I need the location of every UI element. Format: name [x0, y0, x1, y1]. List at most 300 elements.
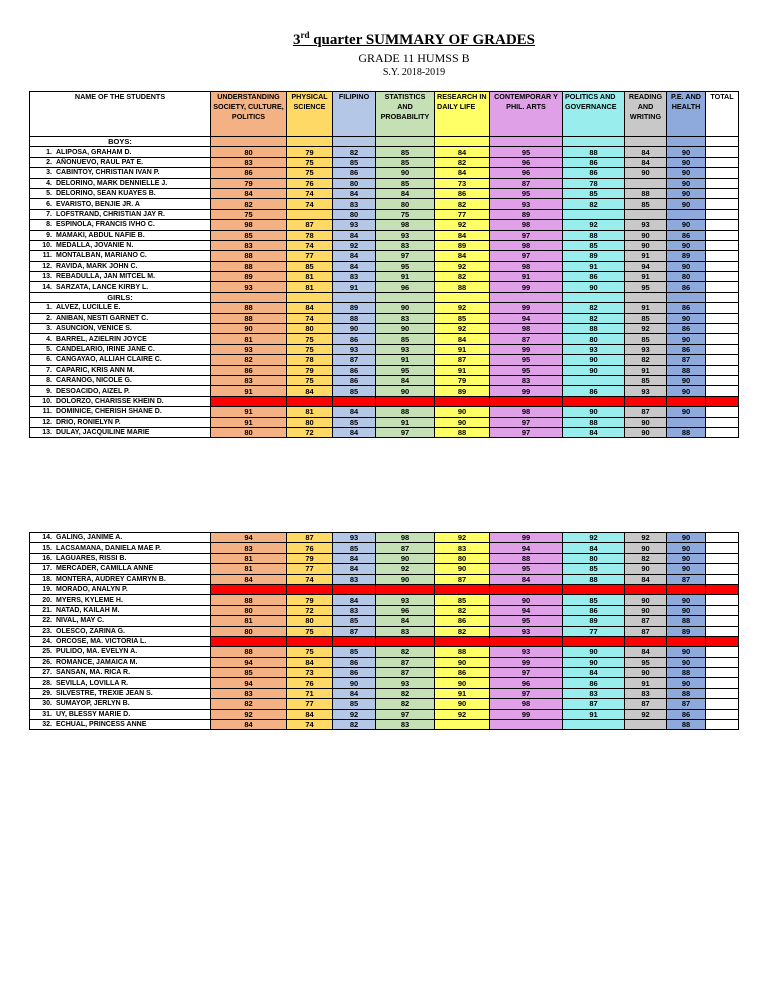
- student-row: [30, 282, 739, 292]
- student-row: [30, 427, 739, 437]
- student-name: CANGAYAO, ALLIAH CLAIRE C.: [56, 356, 162, 364]
- grade-cell: [706, 168, 739, 178]
- student-name: LOFSTRAND, CHRISTIAN JAY R.: [56, 210, 165, 218]
- report-title: [0, 30, 768, 49]
- grade-cell: 90: [667, 188, 706, 198]
- student-name: NIVAL, MAY C.: [56, 617, 105, 625]
- grade-cell: 82: [625, 553, 667, 563]
- grade-cell: 75: [287, 647, 333, 657]
- grade-cell: 87: [490, 178, 563, 188]
- section-row: [30, 292, 739, 302]
- student-name: NATAD, KAILAH M.: [56, 606, 120, 614]
- student-name-cell: [30, 334, 211, 344]
- student-number: 15.: [42, 544, 52, 552]
- grade-cell: 84: [287, 709, 333, 719]
- student-name-cell: [30, 157, 211, 167]
- student-number: 19.: [42, 586, 52, 594]
- grade-cell: 82: [211, 355, 287, 365]
- student-row: [30, 220, 739, 230]
- grade-cell: 78: [287, 355, 333, 365]
- grade-cell: 83: [211, 375, 287, 385]
- student-number: 7.: [46, 366, 52, 374]
- grade-cell: 87: [333, 355, 376, 365]
- grade-cell: 74: [287, 188, 333, 198]
- grade-cell: [706, 292, 739, 302]
- grade-cell: [706, 188, 739, 198]
- student-name-cell: [30, 678, 211, 688]
- grades-table-bottom: [29, 532, 739, 730]
- subject-header: STATISTICS AND PROBABILITY: [376, 92, 435, 137]
- grade-cell: 87: [435, 355, 490, 365]
- student-row: [30, 230, 739, 240]
- grade-cell: 82: [435, 199, 490, 209]
- grade-cell: 88: [435, 647, 490, 657]
- grade-cell: 81: [211, 616, 287, 626]
- student-name: DRIO, RONIELYN P.: [56, 418, 121, 426]
- grade-cell: [287, 396, 333, 406]
- grades-table-top: [29, 91, 739, 438]
- grade-cell: 90: [563, 407, 625, 417]
- grade-cell: 82: [333, 147, 376, 157]
- grade-cell: 73: [287, 668, 333, 678]
- grade-cell: [706, 303, 739, 313]
- student-row: [30, 396, 739, 406]
- grade-cell: 90: [625, 240, 667, 250]
- grade-cell: 91: [625, 303, 667, 313]
- student-row: [30, 417, 739, 427]
- grade-cell: 85: [333, 386, 376, 396]
- grade-cell: 86: [435, 668, 490, 678]
- student-name: LACSAMANA, DANIELA MAE P.: [56, 544, 162, 552]
- grade-cell: 87: [376, 543, 435, 553]
- grade-cell: 90: [625, 543, 667, 553]
- student-name-cell: [30, 543, 211, 553]
- grade-cell: 80: [563, 334, 625, 344]
- grade-cell: 83: [211, 157, 287, 167]
- student-name-cell: [30, 230, 211, 240]
- student-name-cell: [30, 533, 211, 543]
- grade-cell: 78: [287, 230, 333, 240]
- grade-cell: 84: [625, 147, 667, 157]
- grade-cell: [706, 178, 739, 188]
- grade-cell: 91: [376, 272, 435, 282]
- grade-cell: 90: [376, 303, 435, 313]
- grade-cell: [376, 137, 435, 147]
- grade-cell: 85: [625, 375, 667, 385]
- grade-cell: 88: [667, 365, 706, 375]
- grade-cell: 95: [490, 188, 563, 198]
- grade-cell: [490, 584, 563, 594]
- grade-cell: [333, 292, 376, 302]
- student-name-cell: [30, 720, 211, 730]
- grade-cell: 85: [563, 564, 625, 574]
- grade-cell: 90: [563, 647, 625, 657]
- student-name: SUMAYOP, JERLYN B.: [56, 700, 130, 708]
- grade-cell: 87: [625, 699, 667, 709]
- grade-cell: 75: [287, 168, 333, 178]
- grade-cell: 88: [435, 282, 490, 292]
- student-number: 11.: [42, 252, 52, 260]
- grade-cell: 93: [490, 626, 563, 636]
- grade-cell: 90: [625, 668, 667, 678]
- student-name: ECHUAL, PRINCESS ANNE: [56, 721, 147, 729]
- grade-cell: 85: [625, 313, 667, 323]
- grade-cell: 99: [490, 709, 563, 719]
- grade-cell: [667, 396, 706, 406]
- grade-cell: 95: [490, 616, 563, 626]
- grade-cell: 80: [376, 199, 435, 209]
- grade-cell: 83: [333, 272, 376, 282]
- student-name: DESOACIDO, AIZEL P.: [56, 387, 130, 395]
- grade-cell: [706, 147, 739, 157]
- student-row: [30, 272, 739, 282]
- student-number: 9.: [46, 231, 52, 239]
- grade-cell: 90: [563, 365, 625, 375]
- grade-cell: 85: [563, 240, 625, 250]
- grade-cell: 92: [435, 709, 490, 719]
- student-number: 17.: [42, 565, 52, 573]
- grade-cell: 90: [667, 564, 706, 574]
- grade-cell: 72: [287, 605, 333, 615]
- grade-cell: 90: [435, 417, 490, 427]
- grade-cell: 90: [333, 324, 376, 334]
- grade-cell: [706, 261, 739, 271]
- grade-cell: [706, 199, 739, 209]
- grade-cell: 91: [376, 417, 435, 427]
- student-number: 4.: [46, 335, 52, 343]
- student-row: [30, 543, 739, 553]
- student-row: [30, 209, 739, 219]
- grade-cell: [706, 407, 739, 417]
- student-name-cell: [30, 282, 211, 292]
- grade-cell: 97: [490, 417, 563, 427]
- grade-cell: [563, 720, 625, 730]
- student-name-cell: [30, 616, 211, 626]
- grade-cell: 90: [376, 324, 435, 334]
- grade-cell: 86: [333, 168, 376, 178]
- subject-header: RESEARCH IN DAILY LIFE: [435, 92, 490, 137]
- student-number: 2.: [46, 314, 52, 322]
- student-name: ROMANCE, JAMAICA M.: [56, 658, 138, 666]
- grade-cell: 86: [435, 188, 490, 198]
- grade-cell: 93: [376, 595, 435, 605]
- grade-cell: 90: [435, 678, 490, 688]
- student-number: 14.: [42, 534, 52, 542]
- grade-cell: [435, 720, 490, 730]
- grade-cell: [706, 417, 739, 427]
- grade-cell: [706, 324, 739, 334]
- grade-cell: 86: [563, 157, 625, 167]
- grade-cell: 87: [490, 334, 563, 344]
- student-name: RAVIDA, MARK JOHN C.: [56, 262, 138, 270]
- student-row: [30, 709, 739, 719]
- student-name-cell: [30, 178, 211, 188]
- grade-cell: [376, 636, 435, 646]
- student-name-cell: [30, 240, 211, 250]
- grade-cell: 87: [376, 657, 435, 667]
- student-row: [30, 365, 739, 375]
- grade-cell: 93: [376, 678, 435, 688]
- grade-cell: [667, 209, 706, 219]
- student-number: 31.: [42, 710, 52, 718]
- grade-cell: [625, 137, 667, 147]
- grade-cell: [706, 334, 739, 344]
- grade-cell: 94: [211, 678, 287, 688]
- grade-cell: 97: [376, 427, 435, 437]
- grade-cell: 88: [211, 313, 287, 323]
- grade-cell: 94: [625, 261, 667, 271]
- student-number: 11.: [42, 408, 52, 416]
- grade-cell: [706, 230, 739, 240]
- student-name: MONTALBAN, MARIANO C.: [56, 252, 147, 260]
- grade-cell: [706, 427, 739, 437]
- student-name-cell: [30, 199, 211, 209]
- grade-cell: 86: [333, 365, 376, 375]
- grade-cell: [625, 396, 667, 406]
- grade-cell: [563, 584, 625, 594]
- grade-cell: 98: [490, 407, 563, 417]
- grade-cell: 83: [376, 720, 435, 730]
- student-name-cell: [30, 626, 211, 636]
- grade-cell: 90: [563, 355, 625, 365]
- student-number: 5.: [46, 346, 52, 353]
- student-name: SANSAN, MA. RICA R.: [56, 669, 131, 677]
- student-row: [30, 303, 739, 313]
- grade-cell: [706, 595, 739, 605]
- grade-cell: 71: [287, 688, 333, 698]
- grade-cell: 90: [435, 564, 490, 574]
- student-number: 10.: [42, 242, 52, 250]
- grade-cell: 84: [333, 553, 376, 563]
- grade-cell: 86: [563, 605, 625, 615]
- grade-cell: [490, 137, 563, 147]
- grade-cell: 84: [211, 188, 287, 198]
- title-ordinal-suffix: rd: [300, 30, 310, 40]
- student-row: [30, 375, 739, 385]
- grade-cell: 77: [287, 564, 333, 574]
- grade-cell: [667, 636, 706, 646]
- student-name-cell: [30, 365, 211, 375]
- section-row: [30, 137, 739, 147]
- grade-cell: 85: [376, 157, 435, 167]
- student-row: [30, 261, 739, 271]
- grade-cell: 86: [333, 375, 376, 385]
- student-row: [30, 699, 739, 709]
- grade-cell: 86: [563, 272, 625, 282]
- subject-header: FILIPINO: [333, 92, 376, 137]
- student-number: 27.: [42, 669, 52, 677]
- grade-cell: [435, 292, 490, 302]
- student-name: SARZATA, LANCE KIRBY L.: [56, 283, 149, 291]
- grade-cell: 84: [333, 261, 376, 271]
- grade-cell: 95: [625, 282, 667, 292]
- student-number: 4.: [46, 179, 52, 187]
- student-number: 10.: [42, 397, 52, 405]
- grade-cell: 94: [490, 543, 563, 553]
- grade-cell: 86: [563, 386, 625, 396]
- grade-cell: 87: [287, 533, 333, 543]
- grade-cell: 91: [490, 272, 563, 282]
- grade-cell: [376, 584, 435, 594]
- grade-cell: 85: [333, 616, 376, 626]
- grade-cell: 89: [333, 303, 376, 313]
- grade-cell: 90: [333, 678, 376, 688]
- grade-cell: 92: [435, 324, 490, 334]
- grade-cell: 90: [376, 553, 435, 563]
- grade-cell: 83: [376, 240, 435, 250]
- grade-cell: [287, 292, 333, 302]
- grade-cell: [563, 375, 625, 385]
- grade-cell: 88: [211, 595, 287, 605]
- grade-cell: 91: [625, 251, 667, 261]
- grade-cell: [625, 636, 667, 646]
- grade-cell: 84: [563, 543, 625, 553]
- grade-cell: 98: [490, 324, 563, 334]
- student-row: [30, 313, 739, 323]
- student-number: 22.: [42, 617, 52, 625]
- grade-cell: 83: [435, 543, 490, 553]
- grade-cell: 99: [490, 386, 563, 396]
- grade-cell: 93: [376, 344, 435, 354]
- grade-cell: 88: [563, 230, 625, 240]
- grade-cell: 86: [667, 709, 706, 719]
- grade-cell: 92: [376, 564, 435, 574]
- grade-cell: 84: [211, 720, 287, 730]
- grade-cell: [706, 344, 739, 354]
- grade-cell: [706, 636, 739, 646]
- grade-cell: 85: [563, 188, 625, 198]
- grade-cell: [435, 584, 490, 594]
- grade-cell: 90: [667, 157, 706, 167]
- grade-cell: 84: [563, 668, 625, 678]
- grade-cell: 97: [376, 709, 435, 719]
- grade-cell: 78: [563, 178, 625, 188]
- student-row: [30, 647, 739, 657]
- grade-cell: [706, 605, 739, 615]
- student-row: [30, 240, 739, 250]
- student-row: [30, 355, 739, 365]
- grade-cell: 84: [333, 595, 376, 605]
- grade-cell: 85: [435, 313, 490, 323]
- grade-cell: [667, 292, 706, 302]
- grade-cell: 82: [376, 699, 435, 709]
- student-number: 29.: [42, 690, 52, 698]
- grade-cell: 83: [211, 543, 287, 553]
- student-row: [30, 626, 739, 636]
- grade-cell: 97: [490, 230, 563, 240]
- grade-cell: [287, 137, 333, 147]
- grade-cell: 95: [376, 261, 435, 271]
- grade-cell: 88: [435, 427, 490, 437]
- grade-cell: 89: [563, 616, 625, 626]
- grade-cell: 86: [211, 365, 287, 375]
- grade-cell: [490, 292, 563, 302]
- grade-cell: 86: [333, 668, 376, 678]
- grade-cell: 79: [287, 147, 333, 157]
- title-text: quarter SUMMARY OF GRADES: [309, 32, 536, 48]
- grade-cell: 80: [333, 178, 376, 188]
- grade-cell: 96: [376, 282, 435, 292]
- student-number: 2.: [46, 158, 52, 166]
- grade-cell: 84: [211, 574, 287, 584]
- student-name: UY, BLESSY MARIE D.: [56, 710, 131, 718]
- student-row: [30, 334, 739, 344]
- student-name-cell: [30, 636, 211, 646]
- grade-cell: 74: [287, 313, 333, 323]
- grade-cell: 90: [667, 168, 706, 178]
- grade-cell: [706, 282, 739, 292]
- subject-header: READING AND WRITING: [625, 92, 667, 137]
- student-row: [30, 657, 739, 667]
- grade-cell: 84: [490, 574, 563, 584]
- grade-cell: [706, 355, 739, 365]
- grade-cell: 97: [490, 251, 563, 261]
- student-name-cell: [30, 417, 211, 427]
- grade-cell: 92: [435, 261, 490, 271]
- grade-cell: 84: [435, 334, 490, 344]
- grade-cell: [435, 137, 490, 147]
- grade-cell: 90: [667, 407, 706, 417]
- grade-cell: 82: [333, 720, 376, 730]
- student-name: EVARISTO, BENJIE JR. A: [56, 200, 140, 208]
- grade-cell: 96: [490, 157, 563, 167]
- grade-cell: 86: [667, 324, 706, 334]
- grade-cell: 84: [625, 157, 667, 167]
- grade-cell: 96: [376, 605, 435, 615]
- grade-cell: 91: [625, 678, 667, 688]
- grade-cell: 87: [667, 574, 706, 584]
- grade-cell: 86: [563, 678, 625, 688]
- grade-cell: 88: [376, 407, 435, 417]
- grade-cell: [706, 240, 739, 250]
- grade-cell: [211, 137, 287, 147]
- grade-cell: 88: [211, 647, 287, 657]
- grade-cell: 94: [211, 533, 287, 543]
- grade-cell: [706, 688, 739, 698]
- grade-cell: 90: [667, 647, 706, 657]
- grade-cell: 88: [667, 720, 706, 730]
- grade-cell: 80: [435, 553, 490, 563]
- grade-cell: 83: [333, 574, 376, 584]
- grade-cell: 92: [435, 533, 490, 543]
- grade-cell: 93: [211, 344, 287, 354]
- grade-cell: [490, 396, 563, 406]
- student-name-cell: [30, 427, 211, 437]
- grade-cell: 89: [667, 626, 706, 636]
- grade-cell: 96: [490, 168, 563, 178]
- grade-cell: [706, 647, 739, 657]
- grade-cell: 97: [376, 251, 435, 261]
- grade-cell: 82: [435, 157, 490, 167]
- grade-cell: 84: [333, 564, 376, 574]
- grade-cell: 85: [376, 147, 435, 157]
- student-name: MYERS, KYLEME H.: [56, 596, 123, 604]
- grade-cell: 93: [333, 533, 376, 543]
- grade-cell: [706, 543, 739, 553]
- grade-cell: 92: [625, 324, 667, 334]
- grade-cell: 89: [490, 209, 563, 219]
- student-number: 24.: [42, 638, 52, 646]
- grade-cell: 88: [211, 303, 287, 313]
- grade-cell: 76: [287, 678, 333, 688]
- grade-cell: 85: [435, 595, 490, 605]
- grade-cell: [211, 636, 287, 646]
- grade-cell: 85: [211, 668, 287, 678]
- student-name: MEDALLA, JOVANIE N.: [56, 242, 134, 250]
- grade-cell: 82: [435, 272, 490, 282]
- grade-cell: [625, 720, 667, 730]
- grade-cell: [376, 396, 435, 406]
